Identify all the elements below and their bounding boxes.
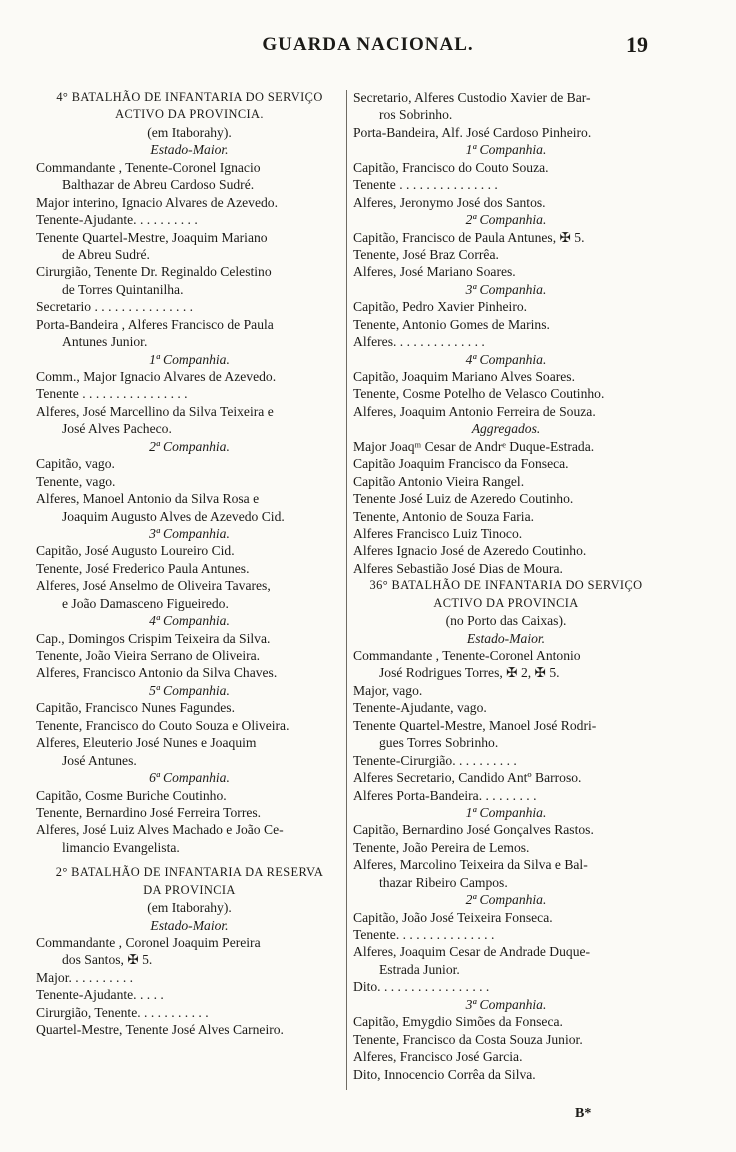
roster-line: Alferes, Joaquim Antonio Ferreira de Souza. [353,403,596,419]
roster-line: Secretario . . . . . . . . . . . . . . . [36,299,194,315]
roster-line: Tenente, Francisco da Costa Souza Junior. [353,1031,583,1047]
roster-line: Major, vago. [353,682,423,698]
roster-line: Cirurgião, Tenente Dr. Reginaldo Celestino [36,264,272,280]
section-heading: Estado-Maior. [466,630,546,646]
section-heading: 2ª Companhia. [465,892,547,908]
roster-line: Estrada Junior. [379,961,460,977]
roster-line: Tenente . . . . . . . . . . . . . . . . [36,386,188,402]
roster-line: thazar Ribeiro Campos. [379,874,508,890]
section-heading: 5ª Companhia. [149,682,230,698]
signature-mark: B* [575,1106,592,1121]
roster-line: Major Joaqᵐ Cesar de Andrᵉ Duque-Estrada. [353,438,595,454]
roster-line: Capitão, Francisco de Paula Antunes, ✠ 5. [353,229,585,245]
roster-line: e João Damasceno Figueiredo. [62,595,229,611]
section-heading: 3ª Companhia. [149,525,230,541]
roster-line: Joaquim Augusto Alves de Azevedo Cid. [62,508,285,524]
roster-line: gues Torres Sobrinho. [379,735,499,751]
roster-line: Antunes Junior. [62,334,148,350]
roster-line: Capitão, Francisco Nunes Fagundes. [36,700,235,716]
section-heading: ACTIVO DA PROVINCIA. [115,107,264,122]
roster-line: Alferes, José Mariano Soares. [353,264,516,280]
roster-line: Dito, Innocencio Corrêa da Silva. [353,1066,536,1082]
roster-line: Capitão, Bernardino José Gonçalves Rastos. [353,822,594,838]
roster-line: Comm., Major Ignacio Alvares de Azevedo. [36,369,277,384]
section-heading: 4ª Companhia. [149,613,230,629]
roster-line: Alferes, José Luiz Alves Machado e João Ce- [36,822,284,838]
roster-line: Tenente Quartel-Mestre, Manoel José Rodri- [353,717,597,733]
roster-line: Alferes, Marcolino Teixeira da Silva e Bal- [353,857,588,873]
roster-line: Tenente, José Braz Corrêa. [353,246,499,262]
section-heading: Aggregados. [471,421,541,437]
roster-line: Alferes, Francisco José Garcia. [353,1049,523,1065]
roster-line: Tenente Quartel-Mestre, Joaquim Mariano [36,229,268,245]
roster-line: Commandante , Coronel Joaquim Pereira [36,935,261,950]
roster-line: Tenente, João Pereira de Lemos. [353,839,530,855]
section-heading: 6ª Companhia. [149,770,230,786]
roster-line: Capitão, José Augusto Loureiro Cid. [36,543,235,559]
section-heading: ACTIVO DA PROVINCIA [433,595,579,610]
section-heading: Estado-Maior. [150,917,229,933]
section-heading: DA PROVINCIA [143,882,236,897]
running-title: GUARDA NACIONAL. [262,34,474,55]
roster-line: Balthazar de Abreu Cardoso Sudré. [62,177,255,193]
roster-line: limancio Evangelista. [62,839,180,855]
roster-line: Alferes. . . . . . . . . . . . . . [353,334,485,350]
page-header [0,28,736,64]
roster-line: Tenente. . . . . . . . . . . . . . . [353,927,495,942]
roster-line: Alferes, Joaquim Cesar de Andrade Duque- [353,944,591,960]
roster-line: Tenente-Ajudante, vago. [353,700,487,716]
roster-line: Capitão, Cosme Buriche Coutinho. [36,787,227,803]
roster-line: Alferes Sebastião José Dias de Moura. [353,560,563,576]
section-heading: 3ª Companhia. [465,996,547,1012]
roster-line: Tenente, vago. [36,473,116,489]
roster-line: Dito. . . . . . . . . . . . . . . . . [353,979,490,995]
roster-line: Tenente, Antonio de Souza Faria. [353,508,535,524]
roster-line: Tenente, Cosme Potelho de Velasco Coutinho. [353,386,605,402]
roster-line: Major. . . . . . . . . . [36,969,134,985]
section-heading: 1ª Companhia. [465,142,547,158]
roster-line: Alferes, Francisco Antonio da Silva Chaves. [36,665,278,681]
column-divider [346,90,347,1090]
left-column [36,89,343,1039]
roster-line: José Antunes. [62,752,137,768]
roster-line: Commandante , Tenente-Coronel Antonio [353,648,581,663]
section-heading: 2ª Companhia. [149,438,230,454]
section-heading: Estado-Maior. [150,142,229,158]
roster-line: Cap., Domingos Crispim Teixeira da Silva. [36,630,271,646]
roster-line: de Torres Quintanilha. [62,281,184,297]
roster-line: José Alves Pacheco. [62,421,172,437]
roster-line: Alferes, Manoel Antonio da Silva Rosa e [36,491,260,507]
section-heading: 4ª Companhia. [465,351,547,367]
roster-line: Capitão, João José Teixeira Fonseca. [353,909,553,925]
roster-line: Capitão Antonio Vieira Rangel. [353,473,525,489]
roster-line: Capitão, Joaquim Mariano Alves Soares. [353,369,575,384]
roster-line: Capitão, Francisco do Couto Souza. [353,159,549,175]
roster-line: Capitão, vago. [36,456,115,472]
roster-line: Alferes, Jeronymo José dos Santos. [353,194,546,210]
roster-line: Tenente, João Vieira Serrano de Oliveira. [36,648,261,663]
roster-line: Tenente, José Frederico Paula Antunes. [36,560,250,576]
roster-line: Alferes, José Marcellino da Silva Teixeira e [36,403,274,419]
roster-line: Porta-Bandeira , Alferes Francisco de Paula [36,316,274,332]
roster-line: Tenente-Ajudante. . . . . [36,987,164,1003]
roster-line: Tenente-Ajudante. . . . . . . . . . [36,212,198,228]
roster-line: Commandante , Tenente-Coronel Ignacio [36,159,261,175]
roster-line [36,856,343,864]
roster-line: Alferes Secretario, Candido Antº Barroso. [353,770,582,786]
roster-line: Tenente José Luiz de Azeredo Coutinho. [353,491,574,507]
roster-line: Alferes, Eleuterio José Nunes e Joaquim [36,735,257,751]
section-heading: (no Porto das Caixas). [445,613,567,629]
roster-line: Capitão, Emygdio Simões da Fonseca. [353,1014,563,1030]
section-heading: 1ª Companhia. [149,351,230,367]
roster-line: ros Sobrinho. [379,107,453,123]
section-heading: (em Itaborahy). [147,900,232,916]
section-heading: 2ª Companhia. [465,212,547,228]
roster-line: Tenente, Antonio Gomes de Marins. [353,316,550,332]
section-heading: (em Itaborahy). [147,124,232,140]
roster-line: Quartel-Mestre, Tenente José Alves Carneiro. [36,1022,284,1038]
roster-line: Alferes Porta-Bandeira. . . . . . . . . [353,787,537,803]
roster-line: Capitão Joaquim Francisco da Fonseca. [353,456,569,472]
roster-line: Porta-Bandeira, Alf. José Cardoso Pinheiro. [353,124,592,140]
roster-line: Alferes Francisco Luiz Tinoco. [353,525,523,541]
section-heading: 2° BATALHÃO DE INFANTARIA DA RESERVA [55,865,324,880]
roster-line: Tenente-Cirurgião. . . . . . . . . . [353,752,517,768]
section-heading: 1ª Companhia. [465,804,547,820]
section-heading: 36° BATALHÃO DE INFANTARIA DO SERVIÇO [369,578,643,593]
roster-line: Secretario, Alferes Custodio Xavier de Bar- [353,90,591,105]
roster-line: Tenente, Bernardino José Ferreira Torres. [36,804,262,820]
right-column [353,89,659,1083]
roster-line: de Abreu Sudré. [62,246,150,262]
roster-line: dos Santos, ✠ 5. [62,952,153,968]
roster-line: José Rodrigues Torres, ✠ 2, ✠ 5. [379,665,560,681]
page-number: 19 [626,32,648,57]
roster-line: Alferes Ignacio José de Azeredo Coutinho. [353,543,587,559]
section-heading: 3ª Companhia. [465,281,547,297]
section-heading: 4° BATALHÃO DE INFANTARIA DO SERVIÇO [56,90,323,104]
roster-line: Cirurgião, Tenente. . . . . . . . . . . [36,1004,209,1020]
roster-line: Alferes, José Anselmo de Oliveira Tavares, [36,578,271,594]
roster-line: Major interino, Ignacio Alvares de Azevedo. [36,194,278,210]
roster-line: Tenente, Francisco do Couto Souza e Oliveira. [36,717,290,733]
roster-line: Capitão, Pedro Xavier Pinheiro. [353,299,528,315]
roster-line: Tenente . . . . . . . . . . . . . . . [353,177,498,193]
